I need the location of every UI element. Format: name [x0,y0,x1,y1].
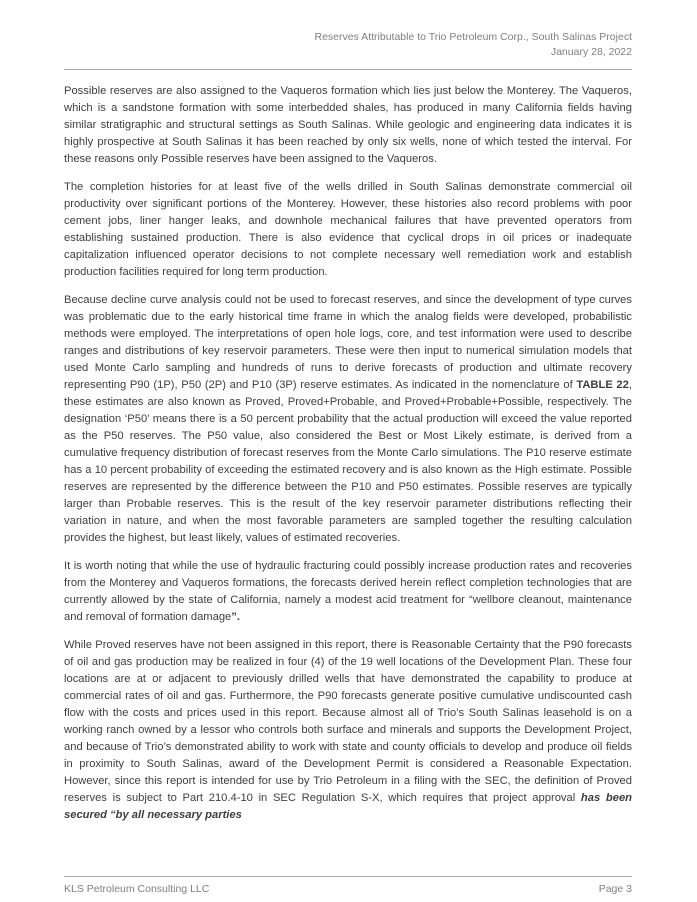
document-body [64,83,632,824]
footer-page-number: Page 3 [598,883,632,895]
header-rule [64,69,632,70]
page-header [64,30,632,60]
text-run: The completion histories for at least five of the wells drilled in South Salinas demonstrate commercial oil productivity over significant portions of the Monterey. However, these histories also record problems with poor cement jobs, liner hanger leaks, and downhole mechanical failures that have prevented operators from establishing sustained production. There is also evidence that cyclical drops in oil prices or inadequate capitalization influenced operator decisions to not complete necessary well remediation work and establish production facilities required for long term production. [64,181,632,278]
text-run: Possible reserves are also assigned to the Vaqueros formation which lies just below the Monterey. The Vaqueros, which is a sandstone formation with some interbedded shales, has produced in many California fields having similar stratigraphic and structural settings as South Salinas. While geologic and engineering data indicates it is highly prospective at South Salinas it has been reached by only six wells, none of which tested the interval. For these reasons only Possible reserves have been assigned to the Vaqueros. [64,85,632,165]
paragraph [64,637,632,824]
footer-row [64,877,632,895]
text-run: ”. [231,611,240,623]
footer-company: KLS Petroleum Consulting LLC [64,883,210,895]
page-footer [64,876,632,895]
text-run: , these estimates are also known as Proved, Proved+Probable, and Proved+Probable+Possible, respectively. The designation ‘P50’ means there is a 50 percent probability that the actual production will exceed the value reported as the P50 reserves. The P50 value, also considered the Best or Most Likely estimate, is derived from a cumulative frequency distribution of forecast reserves from the Monte Carlo simulations. The P10 reserve estimate has a 10 percent probability of exceeding the estimated recovery and is also known as the High estimate. Possible reserves are represented by the difference between the P10 and P50 estimates. Possible reserves are typically larger than Probable reserves. This is the result of the key reservoir parameter distributions reflecting their variation in nature, and when the most favorable parameters are sampled together the resulting calculation provides the highest, but least likely, values of estimated recoveries. [64,379,632,544]
paragraph [64,179,632,281]
paragraph [64,558,632,626]
text-run: It is worth noting that while the use of hydraulic fracturing could possibly increase production rates and recoveries from the Monterey and Vaqueros formations, the forecasts derived herein reflect completion technologies that are currently allowed by the state of California, namely a modest acid treatment for “wellbore cleanout, maintenance and removal of formation damage [64,560,632,623]
paragraph [64,83,632,168]
text-run: Because decline curve analysis could not be used to forecast reserves, and since the development of type curves was problematic due to the early historical time frame in which the analog fields were developed, probabilistic methods were employed. The interpretations of open hole logs, core, and test information were used to describe ranges and distributions of key reservoir parameters. These were then input to numerical simulation models that used Monte Carlo sampling and hundreds of runs to derive forecasts of production and ultimate recovery representing P90 (1P), P50 (2P) and P10 (3P) reserve estimates. As indicated in the nomenclature of [64,294,632,391]
header-date: January 28, 2022 [550,46,632,58]
paragraph [64,292,632,547]
text-run: TABLE 22 [576,379,629,391]
header-title: Reserves Attributable to Trio Petroleum Corp., South Salinas Project [314,31,632,43]
text-run: has been secured “by all necessary parties [64,792,633,821]
text-run: While Proved reserves have not been assigned in this report, there is Reasonable Certainty that the P90 forecasts of oil and gas production may be realized in four (4) of the 19 well locations of the Development Plan. These four locations are at or adjacent to previously drilled wells that have demonstrated the capability to produce at commercial rates of oil and gas. Furthermore, the P90 forecasts generate positive cumulative undiscounted cash flow with the costs and prices used in this report. Because almost all of Trio’s South Salinas leasehold is on a working ranch owned by a lessor who controls both surface and minerals and supports the Development Project, and because of Trio’s demonstrated ability to work with state and county officials to develop and produce oil fields in proximity to South Salinas, award of the Development Permit is considered a Reasonable Expectation. However, since this report is intended for use by Trio Petroleum in a filing with the SEC, the definition of Proved reserves is subject to Part 210.4-10 in SEC Regulation S-X, which requires that project approval [64,639,632,804]
